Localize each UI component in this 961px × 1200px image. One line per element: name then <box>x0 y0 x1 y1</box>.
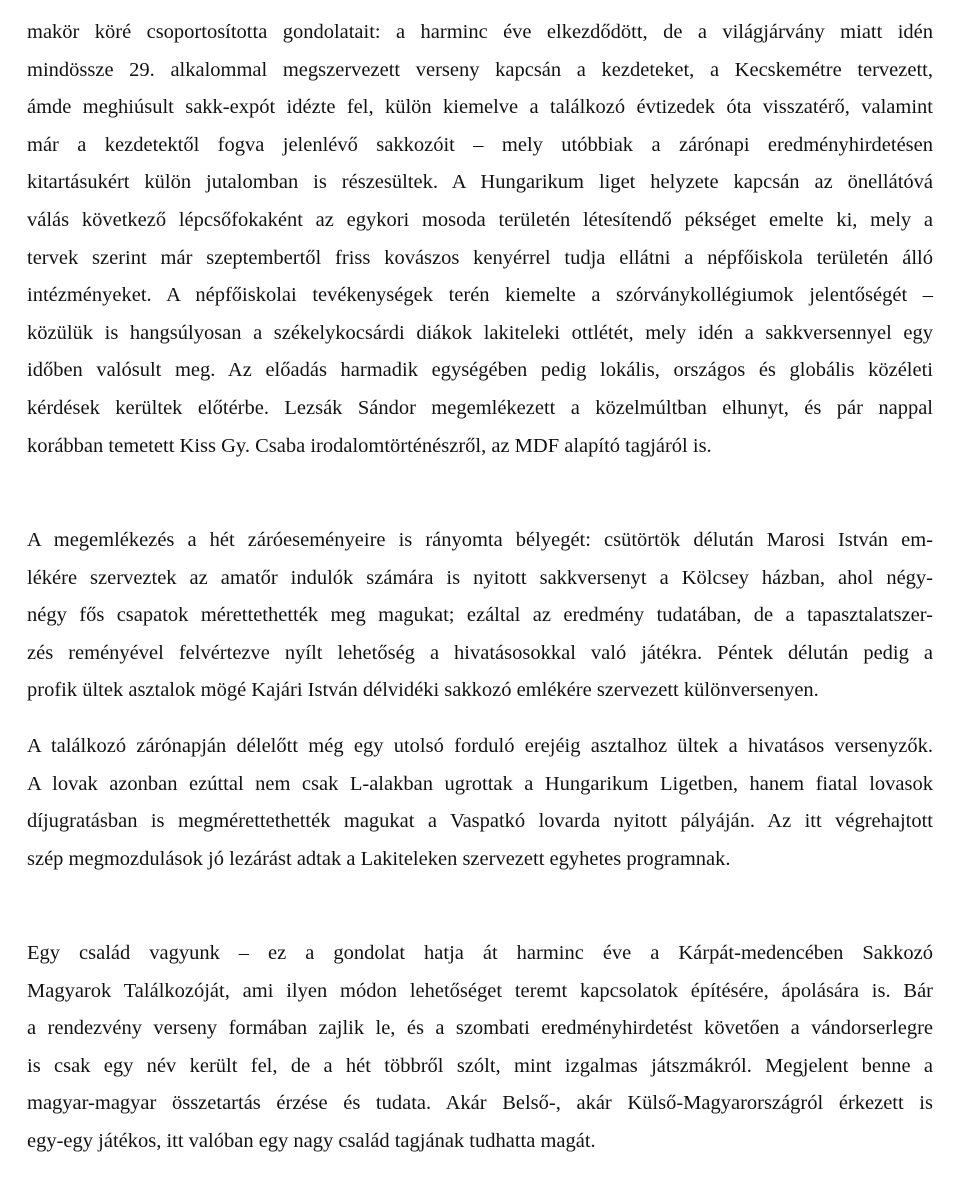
text-line: időben valósult meg. Az előadás harmadik egységében pedig lokális, országos és globális közéleti <box>27 359 933 382</box>
text-line: szép megmozdulások jó lezárást adtak a Lakiteleken szervezett egyhetes programnak. <box>27 847 731 870</box>
text-line: magyar-magyar összetartás érzése és tudata. Akár Belső-, akár Külső-Magyarországról érkezett is <box>27 1092 933 1115</box>
text-line: lékére szerveztek az amatőr indulók számára is nyitott sakkversenyt a Kölcsey házban, ahol négy- <box>27 566 933 589</box>
text-line: A megemlékezés a hét záróeseményeire is rányomta bélyegét: csütörtök délután Marosi István em- <box>27 529 933 551</box>
text-line: makör köré csoportosította gondolatait: a harminc éve elkezdődött, de a világjárvány miatt idén <box>27 21 933 43</box>
text-line: közülük is hangsúlyosan a székelykocsárdi diákok lakiteleki ottlétét, mely idén a sakkversennyel egy <box>27 321 933 344</box>
text-line: a rendezvény verseny formában zajlik le, és a szombati eredményhirdetést követően a vándorserlegre <box>27 1017 933 1040</box>
paragraph-2 <box>27 522 933 710</box>
text-line: Magyarok Találkozóját, ami ilyen módon lehetőséget teremt kapcsolatok építésére, ápolására is. Bár <box>27 979 933 1002</box>
text-line: válás következő lépcsőfokaként az egykori mosoda területén létesítendő pékséget emelte ki, mely a <box>27 208 933 231</box>
text-line: mindössze 29. alkalommal megszervezett verseny kapcsán a kezdeteket, a Kecskemétre tervezett, <box>27 58 933 81</box>
text-line: kitartásukért külön jutalomban is részesültek. A Hungarikum liget helyzete kapcsán az önellátóvá <box>27 171 933 194</box>
text-line: kérdések kerültek előtérbe. Lezsák Sándor megemlékezett a közelmúltban elhunyt, és pár nappal <box>27 396 933 419</box>
text-line: Egy család vagyunk – ez a gondolat hatja át harminc éve a Kárpát-medencében Sakkozó <box>27 942 933 964</box>
text-line: tervek szerint már szeptembertől friss kovászos kenyérrel tudja ellátni a népfőiskola területén álló <box>27 246 933 269</box>
text-line: négy fős csapatok mérettethették meg magukat; ezáltal az eredmény tudatában, de a tapasztalatszer- <box>27 604 933 627</box>
text-line: is csak egy név került fel, de a hét többről szólt, mint izgalmas játszmákról. Megjelent benne a <box>27 1054 933 1077</box>
paragraph-1 <box>27 14 933 465</box>
paragraph-4 <box>27 935 933 1161</box>
text-line: díjugratásban is megmérettethették magukat a Vaspatkó lovarda nyitott pályáján. Az itt végrehajtott <box>27 810 933 833</box>
text-line: A lovak azonban ezúttal nem csak L-alakban ugrottak a Hungarikum Ligetben, hanem fiatal lovasok <box>27 772 933 795</box>
text-line: intézményeket. A népfőiskolai tevékenységek terén kiemelte a szórványkollégiumok jelentőségét – <box>27 284 933 307</box>
text-line: egy-egy játékos, itt valóban egy nagy család tagjának tudhatta magát. <box>27 1129 596 1152</box>
text-line: zés reményével felvértezve nyílt lehetőség a hivatásosokkal való játékra. Péntek délután pedig a <box>27 641 933 664</box>
text-line: már a kezdetektől fogva jelenlévő sakkozóit – mely utóbbiak a zárónapi eredményhirdetésen <box>27 133 933 156</box>
paragraph-3 <box>27 728 933 878</box>
text-line: profik ültek asztalok mögé Kajári István délvidéki sakkozó emlékére szervezett különversenyen. <box>27 679 819 702</box>
text-line: ámde meghiúsult sakk-expót idézte fel, külön kiemelve a találkozó évtizedek óta visszatérő, valamint <box>27 96 933 119</box>
text-line: A találkozó zárónapján délelőtt még egy utolsó forduló erejéig asztalhoz ültek a hivatásos versenyzők. <box>27 735 933 757</box>
text-line: korábban temetett Kiss Gy. Csaba irodalomtörténészről, az MDF alapító tagjáról is. <box>27 434 712 457</box>
